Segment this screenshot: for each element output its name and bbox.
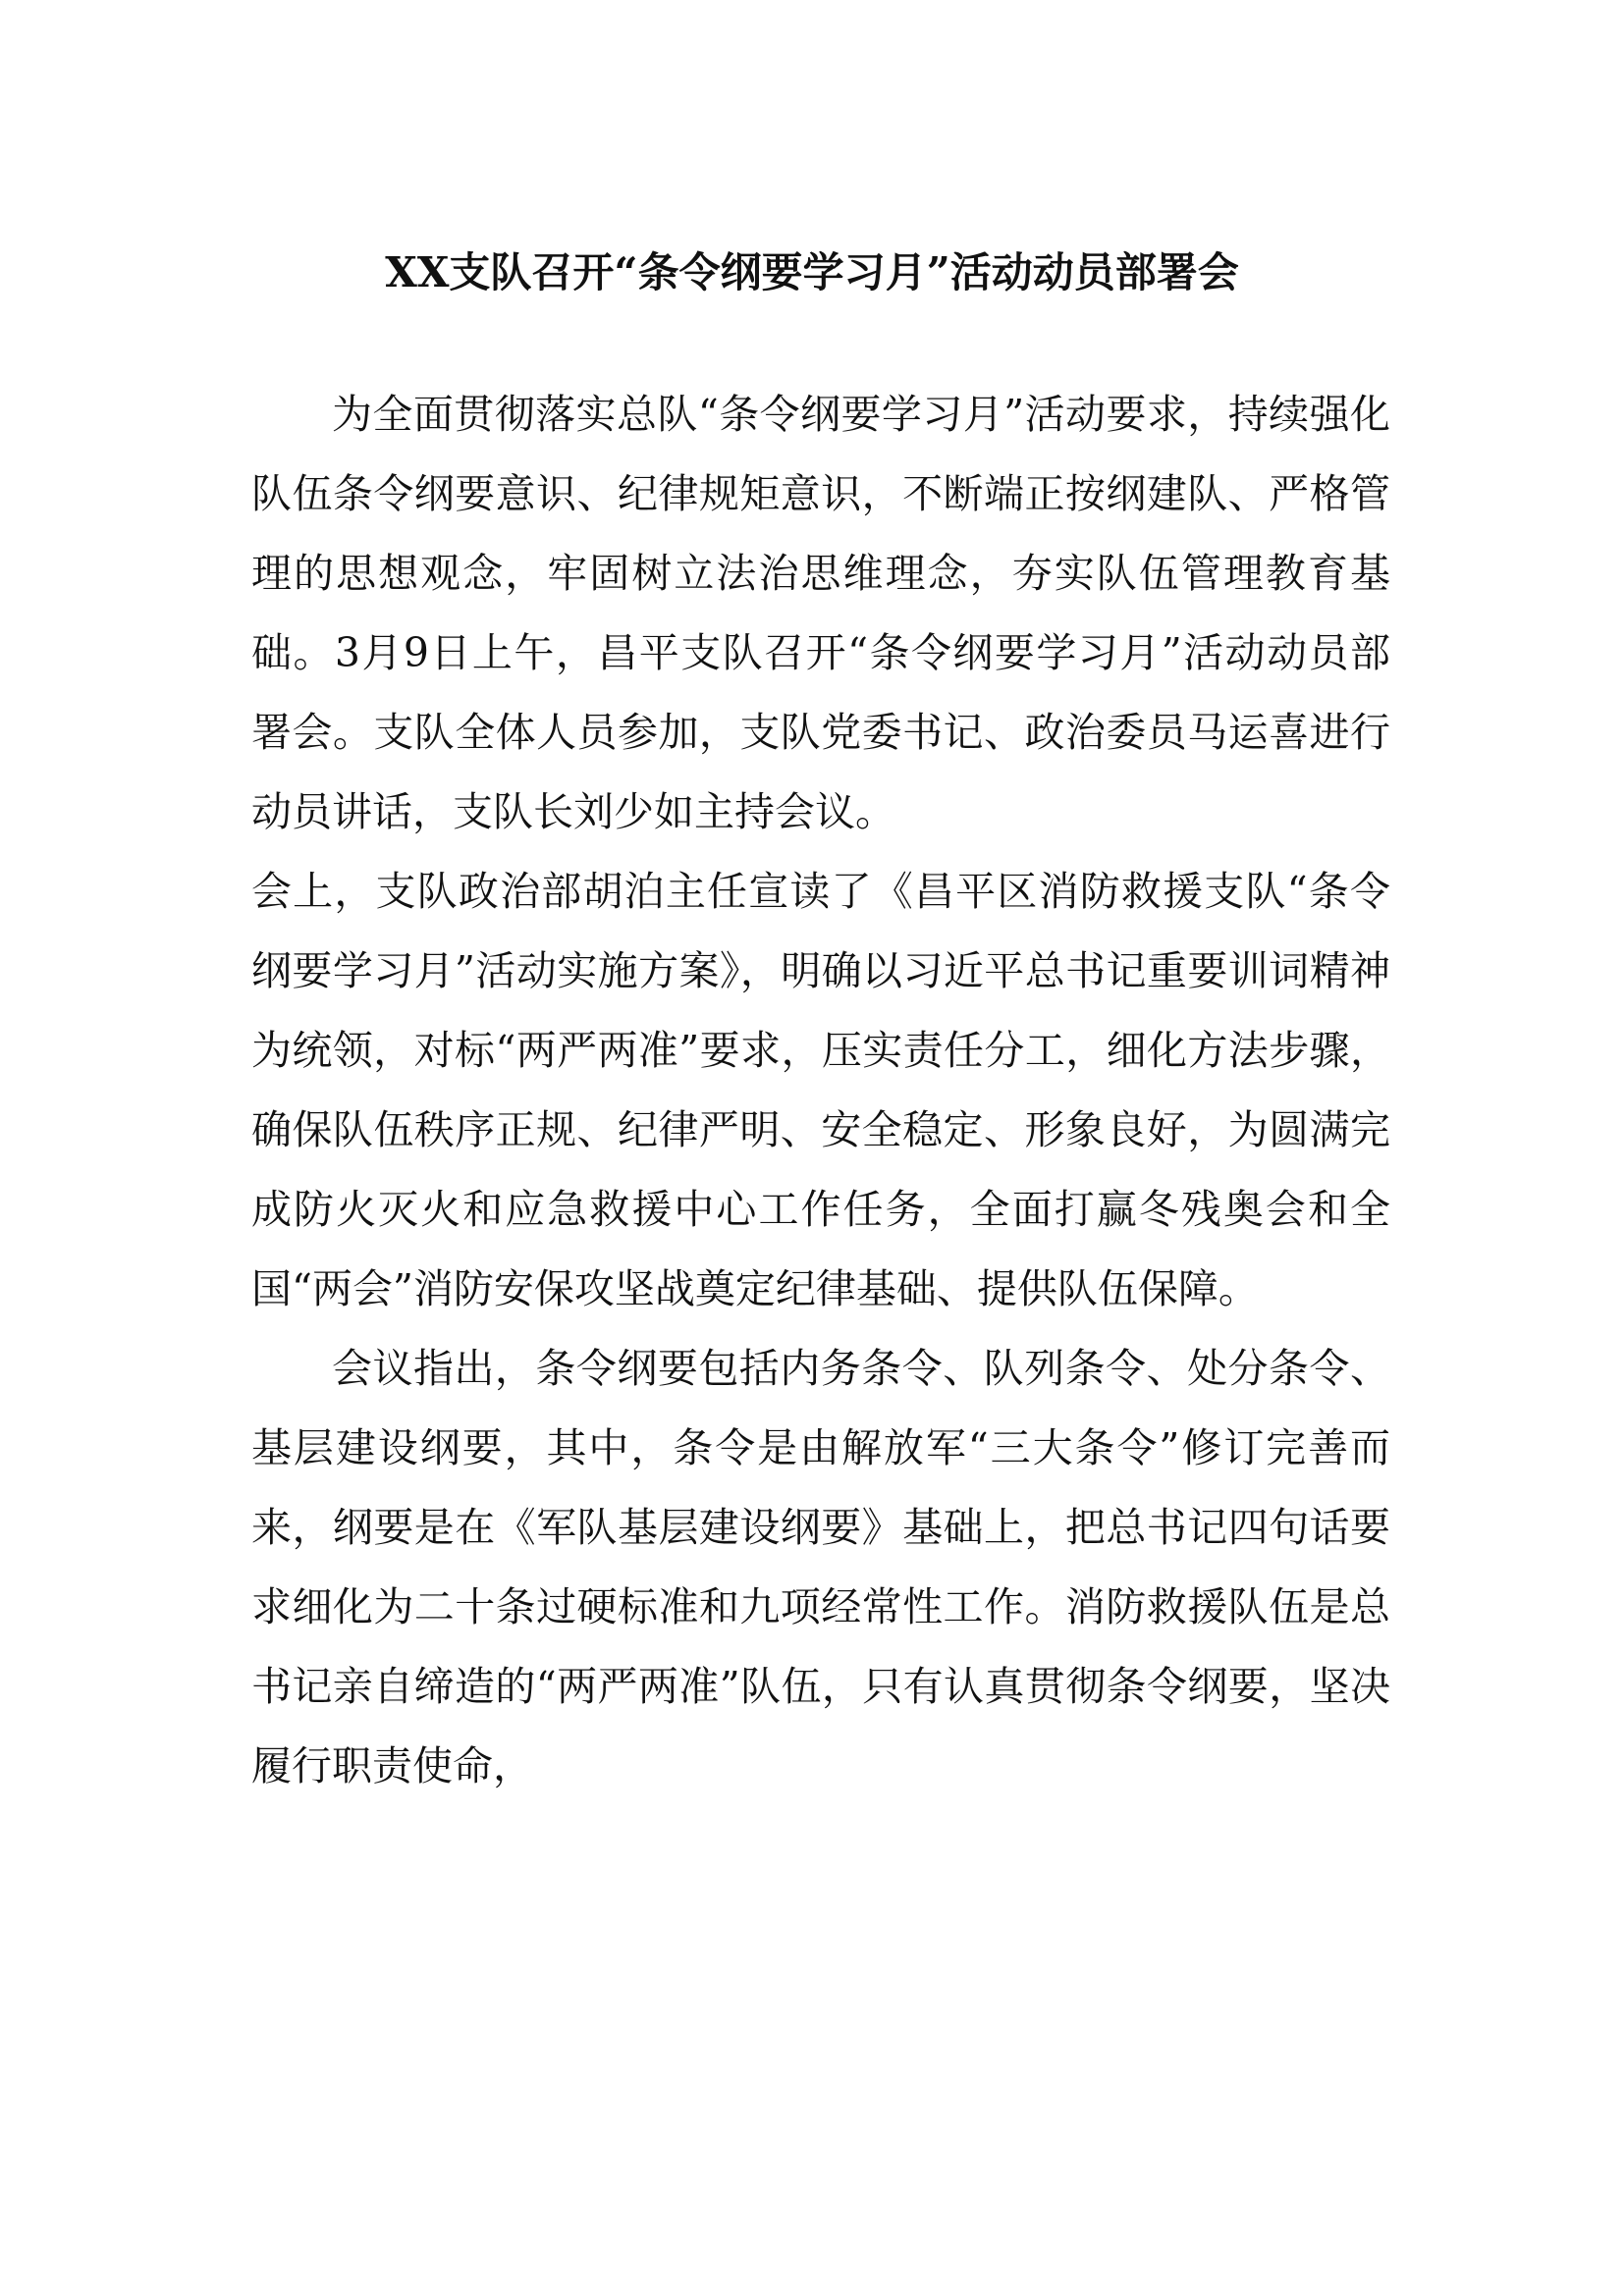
paragraph-meeting: 会上，支队政治部胡泊主任宣读了《昌平区消防救援支队“条令纲要学习月”活动实施方案》，明确以习近平总书记重要训词精神为统领，对标“两严两准”要求，压实责任分工，细化方法步骤，确保队伍秩序正规、纪律严明、安全稳定、形象良好，为圆满完成防火灭火和应急救援中心工作任务，全面打赢冬残奥会和全国“两会”消防安保攻坚战奠定纪律基础、提供队伍保障。 [251,868,1390,1312]
document-title: XX支队召开“条令纲要学习月”活动动员部署会 [385,248,1239,296]
paragraph-intro: 为全面贯彻落实总队“条令纲要学习月”活动要求，持续强化队伍条令纲要意识、纪律规矩意识，不断端正按纲建队、严格管理的思想观念，牢固树立法治思维理念，夯实队伍管理教育基础。3月9日上午，昌平支队召开“条令纲要学习月”活动动员部署会。支队全体人员参加，支队党委书记、政治委员马运喜进行动员讲话，支队长刘少如主持会议。 [251,391,1390,835]
document-body [251,375,1390,1806]
paragraph-points: 会议指出，条令纲要包括内务条令、队列条令、处分条令、基层建设纲要，其中，条令是由解放军“三大条令”修订完善而来，纲要是在《军队基层建设纲要》基础上，把总书记四句话要求细化为二十条过硬标准和九项经常性工作。消防救援队伍是总书记亲自缔造的“两严两准”队伍，只有认真贯彻条令纲要，坚决履行职责使命， [251,1345,1390,1789]
